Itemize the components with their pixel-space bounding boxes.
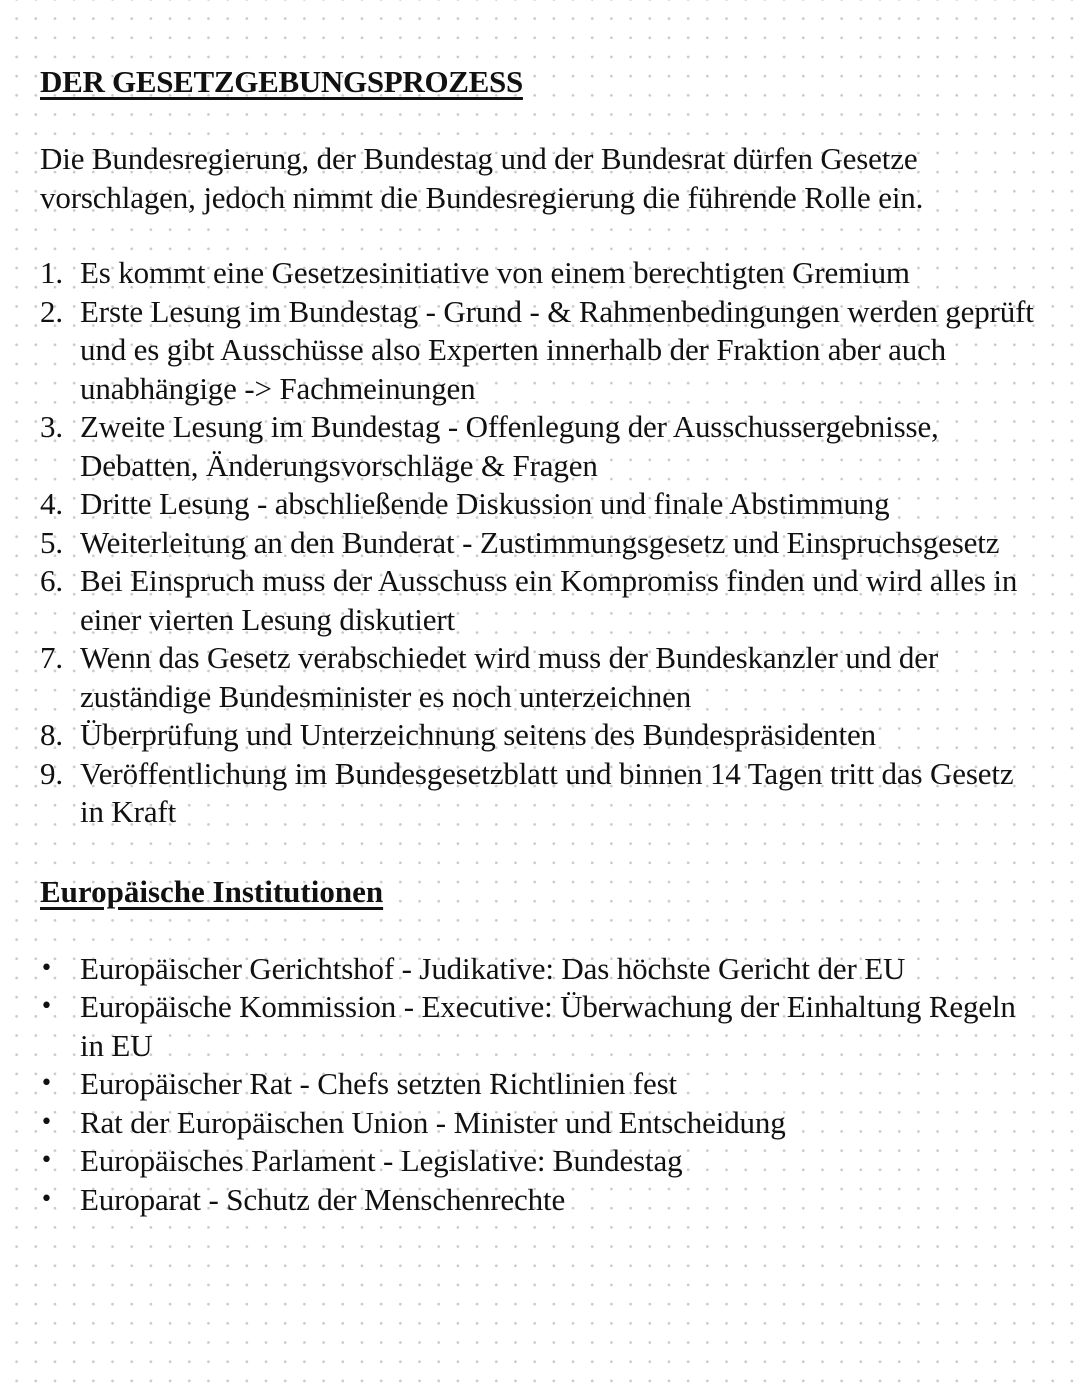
list-item-text: Bei Einspruch muss der Ausschuss ein Kompromiss finden und wird alles in einer vierten Lesung diskutiert: [80, 563, 1018, 637]
list-item-text: Veröffentlichung im Bundesgesetzblatt und binnen 14 Tagen tritt das Gesetz in Kraft: [80, 755, 1014, 829]
list-item: [40, 1104, 1040, 1143]
list-item-number: 2.: [40, 293, 63, 329]
section-heading: Europäische Institutionen: [40, 873, 384, 909]
list-item-text: Europäischer Gerichtshof - Judikative: Das höchste Gericht der EU: [80, 950, 906, 986]
intro-paragraph: Die Bundesregierung, der Bundestag und der Bundesrat dürfen Gesetze vorschlagen, jedoch nimmt die Bundesregierung die führende Rolle ein.: [40, 141, 924, 215]
list-item-number: 1.: [40, 255, 63, 290]
list-item: [40, 562, 1040, 639]
list-item-text: Zweite Lesung im Bundestag - Offenlegung der Ausschussergebnisse, Debatten, Änderungsvorschläge & Fragen: [80, 409, 939, 483]
bullet-icon: •: [40, 1148, 53, 1173]
list-item-text: Weiterleitung an den Bunderat - Zustimmungsgesetz und Einspruchsgesetz: [80, 524, 1000, 560]
bullet-icon: •: [40, 1186, 53, 1212]
list-item: [40, 408, 1040, 485]
list-item: [40, 1065, 1040, 1104]
list-item: [40, 1181, 1040, 1220]
list-item-number: 4.: [40, 486, 63, 521]
list-item: [40, 1142, 1040, 1181]
list-item: [40, 755, 1040, 832]
list-item-text: Dritte Lesung - abschließende Diskussion und finale Abstimmung: [80, 486, 890, 521]
list-item-number: 7.: [40, 640, 63, 675]
list-item: [40, 639, 1040, 716]
bullet-icon: •: [40, 1109, 53, 1135]
page-title: DER GESETZGEBUNGSPROZESS: [40, 64, 523, 99]
list-item-text: Europäischer Rat - Chefs setzten Richtlinien fest: [80, 1066, 677, 1101]
bullet-icon: •: [40, 955, 53, 981]
bullet-icon: •: [40, 1071, 53, 1096]
eu-institutions-section: [40, 872, 1040, 1220]
list-item: [40, 950, 1040, 989]
eu-institutions-list: [40, 950, 1040, 1220]
list-item-number: 5.: [40, 524, 63, 560]
list-item: [40, 716, 1040, 755]
list-item-text: Europarat - Schutz der Menschenrechte: [80, 1181, 566, 1217]
list-item-text: Wenn das Gesetz verabschiedet wird muss der Bundeskanzler und der zuständige Bundesminister es noch unterzeichnen: [80, 640, 939, 714]
list-item-text: Überprüfung und Unterzeichnung seitens des Bundespräsidenten: [80, 717, 876, 752]
list-item-text: Europäisches Parlament - Legislative: Bundestag: [80, 1143, 683, 1178]
list-item-number: 3.: [40, 409, 63, 444]
list-item-text: Rat der Europäischen Union - Minister und Entscheidung: [80, 1104, 786, 1140]
list-item: [40, 524, 1040, 563]
bullet-icon: •: [40, 994, 53, 1019]
list-item-number: 6.: [40, 563, 63, 598]
list-item-text: Es kommt eine Gesetzesinitiative von einem berechtigten Gremium: [80, 255, 910, 290]
list-item: [40, 254, 1040, 293]
list-item: [40, 988, 1040, 1065]
list-item-number: 9.: [40, 755, 63, 791]
list-item: [40, 293, 1040, 409]
document-page: [40, 62, 1040, 1219]
legislation-steps-list: [40, 254, 1040, 832]
list-item-number: 8.: [40, 717, 63, 752]
list-item-text: Erste Lesung im Bundestag - Grund - & Rahmenbedingungen werden geprüft und es gibt Ausschüsse also Experten innerhalb der Fraktion aber auch unabhängige -> Fachmeinungen: [80, 293, 1034, 406]
list-item-text: Europäische Kommission - Executive: Überwachung der Einhaltung Regeln in EU: [80, 989, 1016, 1063]
list-item: [40, 485, 1040, 524]
